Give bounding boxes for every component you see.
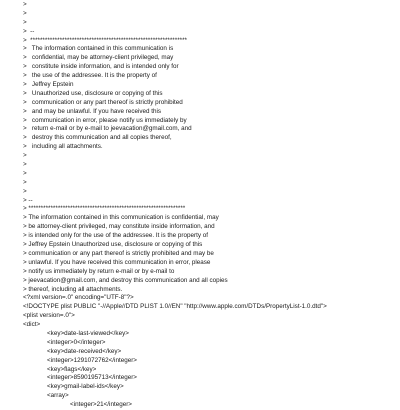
quoted-line: >	[23, 9, 27, 17]
xml-line: <key>flags</key>	[47, 365, 97, 373]
quoted-line: >	[23, 1, 29, 8]
xml-line: <?xml version=.0" encoding="UTF-8"?>	[23, 294, 134, 302]
quoted-line: > ****************************************************************	[23, 205, 186, 213]
quoted-disclaimer-double	[23, 1, 393, 197]
quoted-line: > --	[23, 27, 35, 35]
quoted-line: >	[23, 18, 27, 26]
xml-line: <array>	[47, 392, 69, 400]
quoted-line: > and may be unlawful. If you have received this	[23, 107, 162, 115]
quoted-disclaimer-single	[23, 197, 393, 295]
quoted-line: > confidential, may be attorney-client privileged, may	[23, 54, 174, 62]
quoted-line: > including all attachments.	[23, 143, 103, 151]
quoted-line: >	[23, 169, 27, 177]
quoted-line: >	[23, 161, 27, 169]
quoted-line: > be attorney-client privileged, may constitute inside information, and	[23, 223, 215, 231]
quoted-line: > Jeffrey Epstein	[23, 81, 74, 89]
xml-line: <integer>21</integer>	[70, 401, 132, 409]
xml-line: <key>gmail-label-ids</key>	[47, 383, 124, 391]
quoted-line: > constitute inside information, and is intended only for	[23, 63, 179, 71]
xml-line: <!DOCTYPE plist PUBLIC "-//Apple//DTD PLIST 1.0//EN" "http://www.apple.com/DTDs/PropertyList-1.0.dtd">	[23, 303, 327, 311]
quoted-line: > thereof, including all attachments.	[23, 285, 123, 293]
quoted-line: > jeevacation@gmail.com, and destroy this communication and all copies	[23, 276, 228, 284]
quoted-line: > destroy this communication and all copies thereof,	[23, 134, 172, 142]
quoted-line: > notify us immediately by return e-mail or by e-mail to	[23, 267, 175, 275]
xml-line: <integer>1291072762</integer>	[47, 356, 137, 364]
quoted-line: > communication or any part thereof is strictly prohibited and may be	[23, 249, 214, 257]
quoted-line: > unlawful. If you have received this communication in error, please	[23, 258, 211, 266]
quoted-line: > ****************************************************************	[23, 36, 188, 44]
quoted-line: > the use of the addressee. It is the property of	[23, 72, 157, 80]
quoted-line: > --	[23, 196, 33, 204]
quoted-line: > The information contained in this communication is	[23, 45, 174, 53]
xml-line: <integer>8590195713</integer>	[47, 374, 137, 382]
email-document	[23, 1, 393, 410]
quoted-line: > communication in error, please notify us immediately by	[23, 116, 187, 124]
quoted-line: > Unauthorized use, disclosure or copying of this	[23, 89, 163, 97]
xml-line: <integer>0</integer>	[47, 338, 106, 346]
quoted-line: > communication or any part thereof is strictly prohibited	[23, 98, 183, 106]
quoted-line: >	[23, 178, 27, 186]
xml-line: <key>date-received</key>	[47, 347, 122, 355]
quoted-line: > Jeffrey Epstein Unauthorized use, disclosure or copying of this	[23, 241, 203, 249]
quoted-line: > The information contained in this communication is confidential, may	[23, 214, 219, 222]
quoted-line: >	[23, 187, 27, 195]
quoted-line: >	[23, 152, 27, 160]
quoted-line: > is intended only for the use of the addressee. It is the property of	[23, 232, 208, 240]
xml-line: <plist version=.0">	[23, 312, 75, 320]
xml-line: <key>date-last-viewed</key>	[47, 329, 129, 337]
plist-xml-block	[23, 294, 393, 410]
quoted-line: > return e-mail or by e-mail to jeevacation@gmail.com, and	[23, 125, 192, 133]
xml-line: <dict>	[23, 321, 41, 329]
